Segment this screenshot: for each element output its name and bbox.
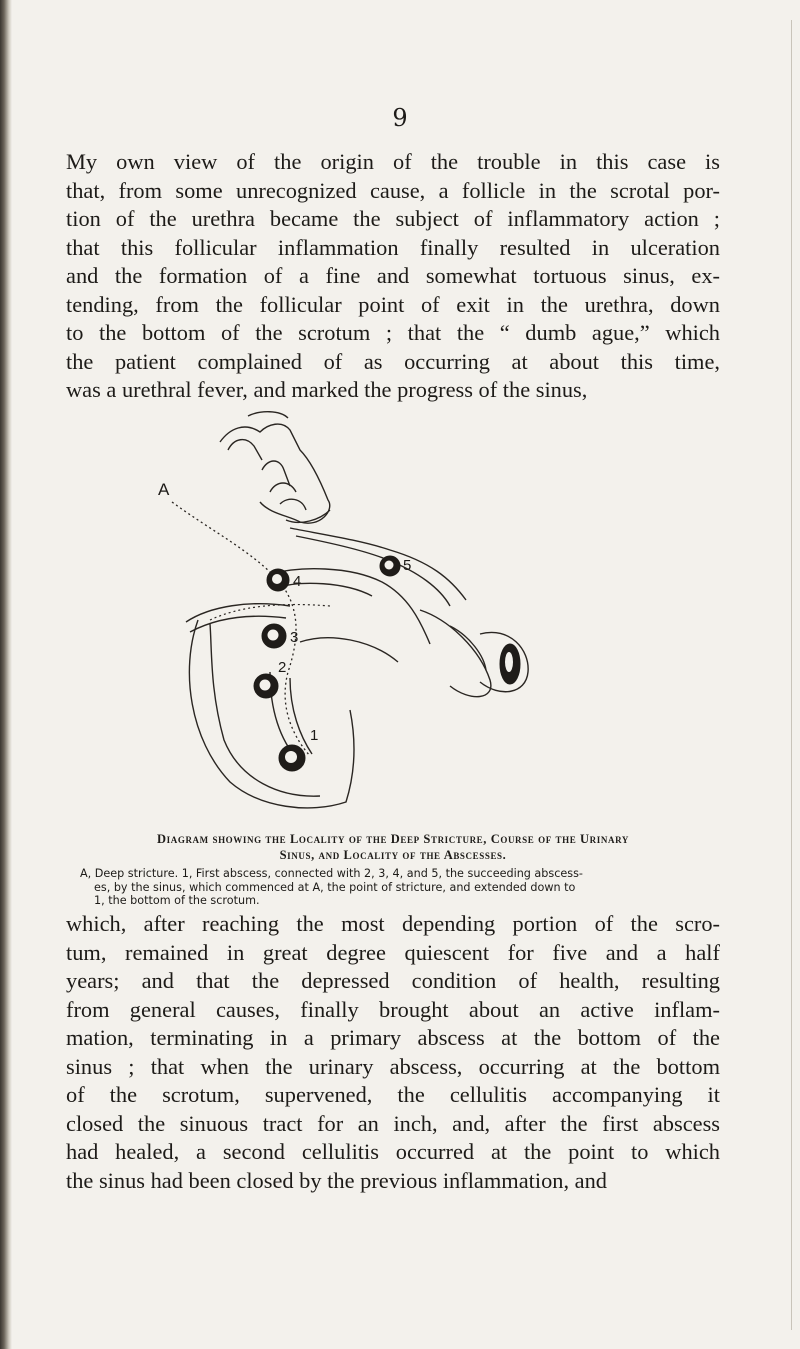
text-line: that, from some unrecognized cause, a follicle in the scrotal por- <box>66 177 720 203</box>
caption-title-line: Sinus, and Locality of the Abscesses. <box>279 848 507 862</box>
label-1: 1 <box>310 727 319 744</box>
text-line: sinus ; that when the urinary abscess, occurring at the bottom <box>66 1053 720 1079</box>
text-line: the sinus had been closed by the previous inflammation, and <box>66 1167 607 1193</box>
text-line: was a urethral fever, and marked the progress of the sinus, <box>66 377 588 402</box>
label-5: 5 <box>403 557 412 574</box>
page-number: 9 <box>392 104 408 132</box>
text-line: the patient complained of as occurring at about this time, <box>66 348 720 374</box>
text-line: tion of the urethra became the subject of inflammatory action ; <box>66 206 720 231</box>
text-line: of the scrotum, supervened, the cellulitis accompanying it <box>66 1082 720 1107</box>
figure-caption-title <box>66 831 720 863</box>
text-line: years; and that the depressed condition of health, resulting <box>66 968 720 993</box>
penis-outline <box>220 424 330 523</box>
caption-body-line: A, Deep stricture. 1, First abscess, connected with 2, 3, 4, and 5, the succeeding abscess- <box>80 867 583 880</box>
urethra-path <box>290 528 466 600</box>
anatomical-diagram <box>150 410 580 820</box>
diagram-label-a: A <box>158 480 170 499</box>
caption-body-line: es, by the sinus, which commenced at A, the point of stricture, and extended down to <box>94 880 576 894</box>
label-4: 4 <box>293 573 302 590</box>
text-line: My own view of the origin of the trouble in this case is <box>66 149 720 174</box>
text-line: had healed, a second cellulitis occurred at the point to which <box>66 1139 720 1164</box>
paragraph-continuation <box>66 910 720 1195</box>
text-line: that this follicular inflammation finally resulted in ulceration <box>66 234 720 260</box>
text-line: to the bottom of the scrotum ; that the “ dumb ague,” which <box>66 320 720 345</box>
text-line: and the formation of a fine and somewhat tortuous sinus, ex- <box>66 263 720 288</box>
paragraph-intro <box>66 148 720 405</box>
text-line: mation, terminating in a primary abscess at the bottom of the <box>66 1025 720 1050</box>
figure-caption-body <box>80 867 720 908</box>
text-line: tum, remained in great degree quiescent for five and a half <box>66 939 720 965</box>
text-line: from general causes, finally brought about an active inflam- <box>66 996 720 1022</box>
page-edge <box>791 20 792 1330</box>
caption-title-line: Diagram showing the Locality of the Deep Stricture, Course of the Urinary <box>157 832 629 846</box>
text-line: tending, from the follicular point of exit in the urethra, down <box>66 291 720 317</box>
book-spine-shadow <box>0 0 12 1349</box>
caption-body-line: 1, the bottom of the scrotum. <box>94 894 260 907</box>
text-line: closed the sinuous tract for an inch, and, after the first abscess <box>66 1110 720 1136</box>
text-line: which, after reaching the most depending portion of the scro- <box>66 911 720 936</box>
label-3: 3 <box>290 629 299 646</box>
label-2: 2 <box>278 659 287 676</box>
